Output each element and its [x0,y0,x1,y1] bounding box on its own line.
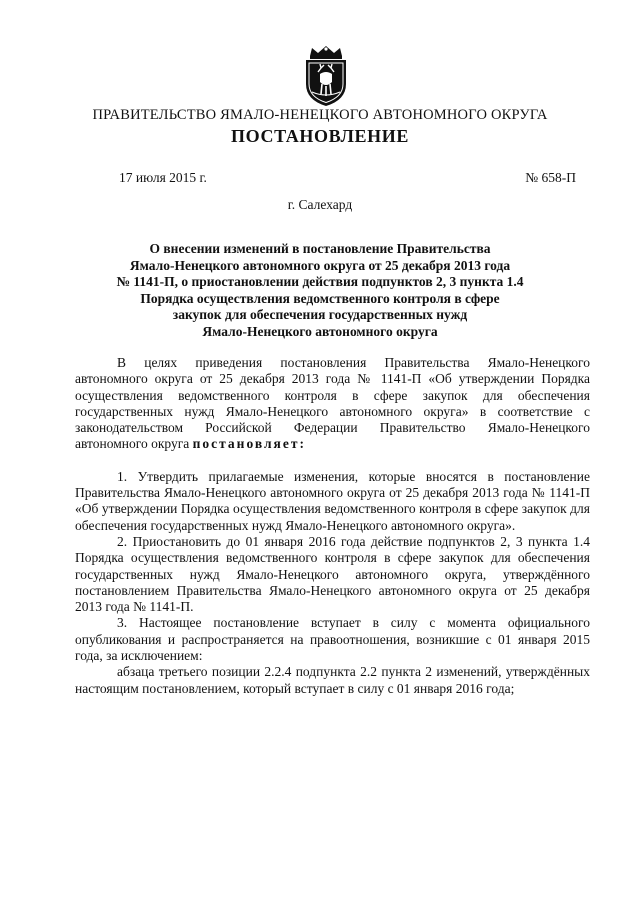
title-line: Ямало-Ненецкого автономного округа [202,323,438,339]
item-paragraph-3: 3. Настоящее постановление вступает в силу с момента официального опубликования и распространяется на правоотношения, возникшие с 01 января 2015 года, за исключением: [75,615,590,664]
item-paragraph-1: 1. Утвердить прилагаемые изменения, которые вносятся в постановление Правительства Ямало-Ненецкого автономного округа от 25 декабря 2013 года № 1141-П «Об утверждении Порядка осуществления ведомственного контроля в сфере закупок для обеспечения государственных нужд Ямало-Ненецкого автономного округа». [75,468,590,533]
document-date: 17 июля 2015 г. [119,170,207,185]
title-line: О внесении изменений в постановление Правительства [149,241,491,256]
title-line: Ямало-Ненецкого автономного округа от 25 декабря 2013 года [129,257,511,273]
title-line: закупок для обеспечения государственных нужд [172,307,468,323]
document-title [90,241,550,341]
title-line: Порядка осуществления ведомственного контроля в сфере [140,290,500,306]
item-paragraph-2: 2. Приостановить до 01 января 2016 года действие подпунктов 2, 3 пункта 1.4 Порядка осуществления ведомственного контроля в сфере закупок для обеспечения государственных нужд Ямало-Ненецкого автономного округа, утверждённого постановлением Правительства Ямало-Ненецкого автономного округа от 25 декабря 2013 года № 1141-П. [75,533,590,615]
document-city: г. Салехард [287,197,353,212]
document-number: № 658-П [525,170,576,185]
title-line: № 1141-П, о приостановлении действия подпунктов 2, 3 пункта 1.4 [116,274,524,290]
item-paragraph-3-sub: абзаца третьего позиции 2.2.4 подпункта 2.2 пункта 2 изменений, утверждённых настоящим постановлением, который вступает в силу с 01 января 2016 года; [75,664,590,696]
preamble-paragraph [75,355,590,453]
document-type: ПОСТАНОВЛЕНИЕ [231,126,409,146]
yamal-coat-of-arms-icon [298,44,354,108]
government-name: ПРАВИТЕЛЬСТВО ЯМАЛО-НЕНЕЦКОГО АВТОНОМНОГО ОКРУГА [92,107,548,123]
document-body [75,355,590,697]
decree-word: постановляет: [192,436,306,452]
preamble-text: В целях приведения постановления Правительства Ямало-Ненецкого автономного округа от 25 декабря 2013 года № 1141-П «Об утверждении Порядка осуществления ведомственного контроля в сфере закупок для обеспечения государственных нужд Ямало-Ненецкого автономного округа» в соответствие с законодательством Российской Федерации Правительство Ямало-Ненецкого автономного округа [75,355,590,452]
